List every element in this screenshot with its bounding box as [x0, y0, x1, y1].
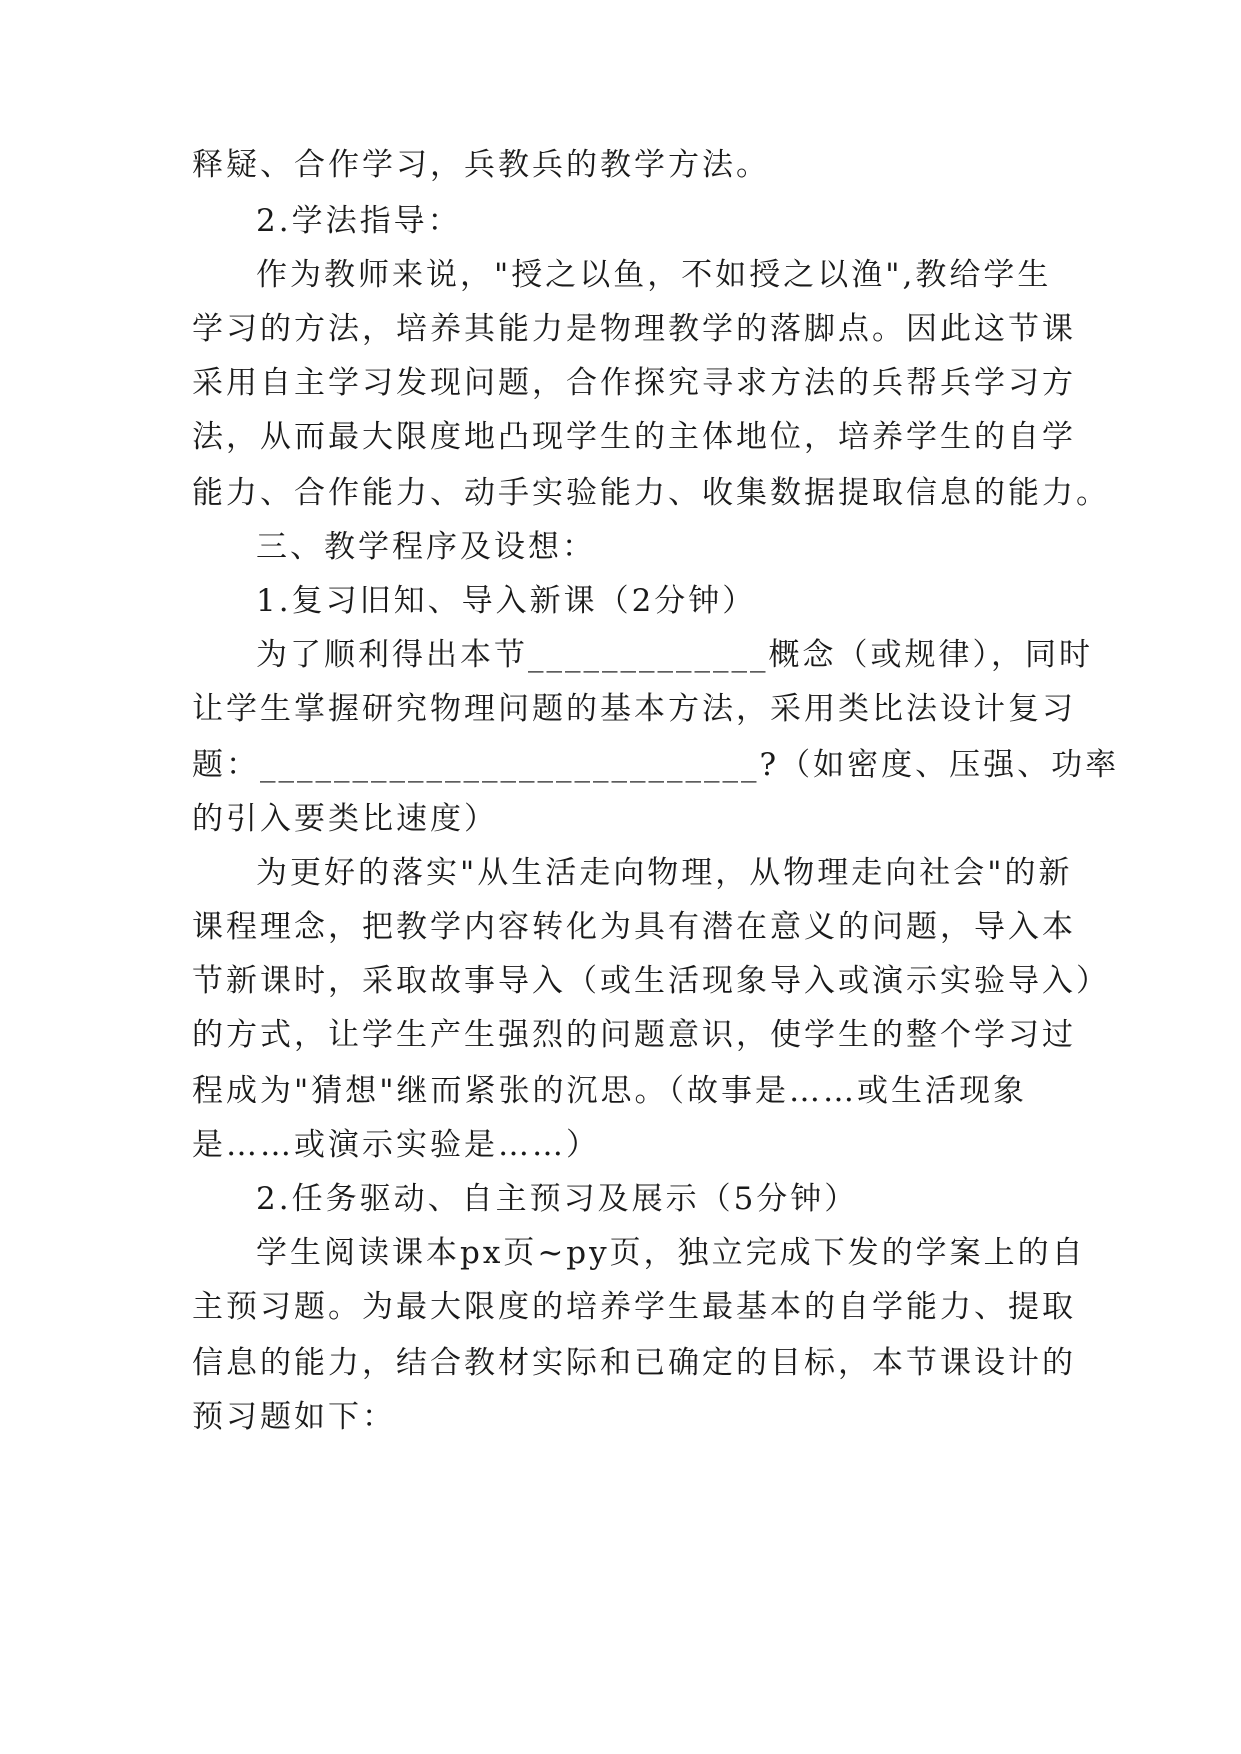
text-line: 采用自主学习发现问题，合作探究寻求方法的兵帮兵学习方 [192, 365, 1076, 401]
text-line: 能力、合作能力、动手实验能力、收集数据提取信息的能力。 [192, 475, 1110, 511]
text-line: 的引入要类比速度） [192, 801, 498, 837]
text-line: 信息的能力，结合教材实际和已确定的目标，本节课设计的 [192, 1345, 1076, 1381]
text-line: 法，从而最大限度地凸现学生的主体地位，培养学生的自学 [192, 419, 1076, 455]
section-heading: 1.复习旧知、导入新课（2分钟） [256, 583, 757, 619]
text-line: 程成为"猜想"继而紧张的沉思。（故事是……或生活现象 [192, 1073, 1028, 1109]
section-heading: 2.任务驱动、自主预习及展示（5分钟） [256, 1181, 859, 1217]
text-line: 学习的方法，培养其能力是物理教学的落脚点。因此这节课 [192, 311, 1076, 347]
section-heading: 2.学法指导： [256, 203, 462, 239]
text-line: 节新课时，采取故事导入（或生活现象导入或演示实验导入） [192, 963, 1110, 999]
text-line: 为了顺利得出本节_____________概念（或规律），同时 [256, 637, 1093, 673]
text-line: 是……或演示实验是……） [192, 1127, 600, 1163]
text-line: 让学生掌握研究物理问题的基本方法，采用类比法设计复习 [192, 691, 1076, 727]
text-line: 题：___________________________?（如密度、压强、功率 [192, 747, 1120, 783]
text-line: 为更好的落实"从生活走向物理，从物理走向社会"的新 [256, 855, 1073, 891]
text-line: 释疑、合作学习，兵教兵的教学方法。 [192, 147, 770, 183]
section-heading: 三、教学程序及设想： [256, 529, 596, 565]
text-line: 主预习题。为最大限度的培养学生最基本的自学能力、提取 [192, 1289, 1076, 1325]
text-line: 学生阅读课本px页~py页，独立完成下发的学案上的自 [256, 1235, 1086, 1271]
text-line: 作为教师来说，"授之以鱼，不如授之以渔",教给学生 [256, 257, 1052, 293]
text-line: 的方式，让学生产生强烈的问题意识，使学生的整个学习过 [192, 1017, 1076, 1053]
text-line: 预习题如下： [192, 1399, 396, 1435]
text-line: 课程理念，把教学内容转化为具有潜在意义的问题，导入本 [192, 909, 1076, 945]
